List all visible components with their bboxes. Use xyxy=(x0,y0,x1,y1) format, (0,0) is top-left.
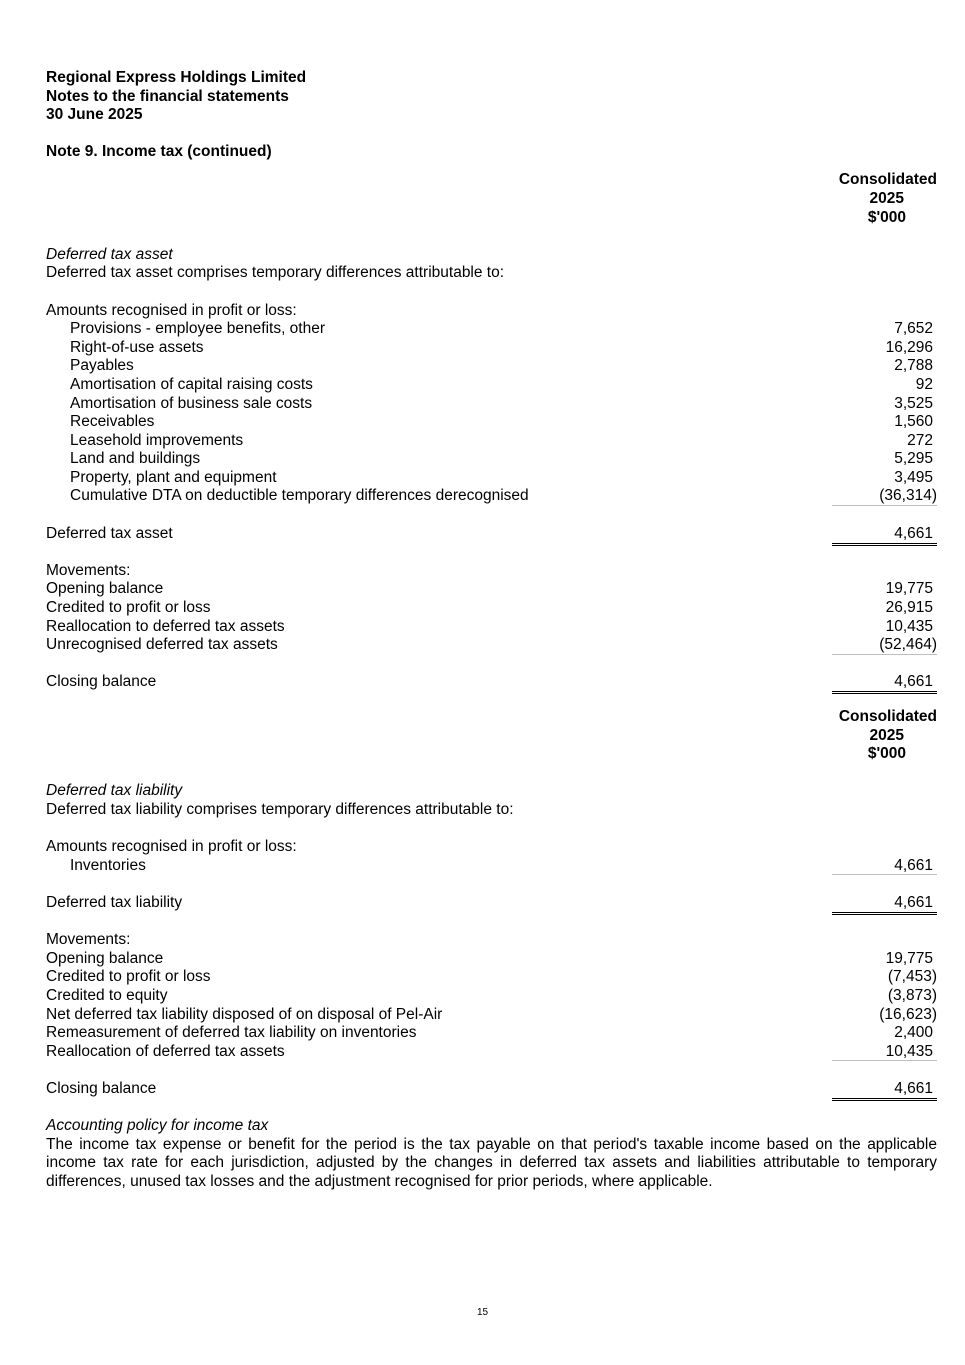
row-label: Inventories xyxy=(70,856,146,874)
table-row xyxy=(46,413,937,432)
row-label: Opening balance xyxy=(46,580,164,598)
policy-text: The income tax expense or benefit for the period is the tax payable on that period's taxable income based on the applicable income tax rate for each jurisdiction, adjusted by the changes in deferred tax assets and liabilities attributable to temporary differences, unused tax losses and the adjustment recognised for prior periods, where applicable. xyxy=(46,1135,937,1190)
note-title: Note 9. Income tax (continued) xyxy=(46,142,272,160)
row-label: Credited to profit or loss xyxy=(46,968,211,986)
column-header-line1: Consolidated xyxy=(838,171,937,189)
row-label: Credited to equity xyxy=(46,986,168,1004)
table-row xyxy=(46,357,937,376)
row-value: 4,661 xyxy=(832,673,937,694)
table-row xyxy=(46,1006,937,1025)
dtl-total-row xyxy=(46,894,937,913)
column-header-line1: Consolidated xyxy=(838,708,937,725)
row-value: 5,295 xyxy=(894,450,933,468)
row-value: 10,435 xyxy=(885,617,933,635)
row-label: Deferred tax liability xyxy=(46,893,183,911)
row-label: Unrecognised deferred tax assets xyxy=(46,636,278,654)
row-label: Leasehold improvements xyxy=(70,431,244,449)
row-value: 19,775 xyxy=(885,580,933,598)
row-label: Provisions - employee benefits, other xyxy=(70,320,326,338)
column-header-unit: $'000 xyxy=(867,745,906,763)
row-value: 26,915 xyxy=(885,599,933,617)
report-date: 30 June 2025 xyxy=(46,106,143,124)
column-header-unit: $'000 xyxy=(867,208,906,226)
row-label: Receivables xyxy=(70,413,155,431)
row-label: Net deferred tax liability disposed of on disposal of Pel-Air xyxy=(46,1005,443,1023)
row-value: (16,623) xyxy=(879,1005,937,1023)
row-value: 3,495 xyxy=(894,468,933,486)
dtl-movements-label: Movements: xyxy=(46,931,131,949)
row-value: 7,652 xyxy=(894,320,933,338)
row-value: 1,560 xyxy=(894,413,933,431)
table-row xyxy=(46,432,937,451)
row-value: 92 xyxy=(915,375,933,393)
table-row xyxy=(46,1043,937,1062)
dtl-heading: Deferred tax liability xyxy=(46,782,183,800)
dtl-items-list xyxy=(46,857,937,876)
table-row xyxy=(46,469,937,488)
row-value: (3,873) xyxy=(887,986,937,1004)
row-value: 16,296 xyxy=(885,338,933,356)
row-value: 4,661 xyxy=(832,857,937,876)
row-value: 10,435 xyxy=(832,1043,937,1062)
row-label: Reallocation to deferred tax assets xyxy=(46,617,285,635)
table-row xyxy=(46,580,937,599)
row-value: (36,314) xyxy=(832,487,937,506)
row-value: 4,661 xyxy=(832,894,937,915)
dta-movements-list xyxy=(46,580,937,654)
row-label: Amortisation of business sale costs xyxy=(70,394,313,412)
dta-movements-label: Movements: xyxy=(46,561,131,579)
dta-closing-row xyxy=(46,673,937,692)
row-value: 3,525 xyxy=(894,394,933,412)
table-row xyxy=(46,599,937,618)
policy-heading: Accounting policy for income tax xyxy=(46,1117,269,1135)
row-label: Credited to profit or loss xyxy=(46,599,211,617)
table-row xyxy=(46,1024,937,1043)
table-row xyxy=(46,376,937,395)
table-row xyxy=(46,487,937,506)
dtl-movements-list xyxy=(46,950,937,1062)
table-row xyxy=(46,320,937,339)
dtl-column-header xyxy=(46,708,937,764)
dta-amounts-label: Amounts recognised in profit or loss: xyxy=(46,301,297,319)
row-value: 2,788 xyxy=(894,357,933,375)
row-label: Reallocation of deferred tax assets xyxy=(46,1042,285,1060)
dta-heading: Deferred tax asset xyxy=(46,245,173,263)
row-value: (7,453) xyxy=(887,968,937,986)
row-label: Opening balance xyxy=(46,949,164,967)
dtl-amounts-label: Amounts recognised in profit or loss: xyxy=(46,838,297,856)
table-row xyxy=(46,395,937,414)
document-page xyxy=(46,69,937,1191)
table-row xyxy=(46,618,937,637)
row-label: Cumulative DTA on deductible temporary differences derecognised xyxy=(70,487,529,505)
company-name: Regional Express Holdings Limited xyxy=(46,69,307,86)
page-number: 15 xyxy=(476,1307,489,1318)
table-row xyxy=(46,636,937,655)
table-row xyxy=(46,950,937,969)
row-label: Deferred tax asset xyxy=(46,524,173,542)
dta-total-row xyxy=(46,525,937,544)
row-value: 2,400 xyxy=(894,1024,933,1042)
dta-items-list xyxy=(46,320,937,506)
row-value: 19,775 xyxy=(885,949,933,967)
column-header-year: 2025 xyxy=(869,189,904,207)
table-row xyxy=(46,450,937,469)
table-row xyxy=(46,857,937,876)
row-label: Property, plant and equipment xyxy=(70,468,277,486)
table-row xyxy=(46,968,937,987)
row-label: Amortisation of capital raising costs xyxy=(70,375,313,393)
row-label: Closing balance xyxy=(46,1079,157,1097)
column-header-year: 2025 xyxy=(869,726,904,744)
row-label: Payables xyxy=(70,357,134,375)
dtl-closing-row xyxy=(46,1080,937,1099)
row-value: 4,661 xyxy=(832,1080,937,1101)
row-value: 4,661 xyxy=(832,525,937,546)
row-label: Right-of-use assets xyxy=(70,338,204,356)
table-row xyxy=(46,339,937,358)
document-title: Notes to the financial statements xyxy=(46,87,289,105)
dta-column-header xyxy=(46,171,937,227)
row-label: Closing balance xyxy=(46,673,157,691)
dta-intro: Deferred tax asset comprises temporary differences attributable to: xyxy=(46,264,505,282)
row-value: 272 xyxy=(907,431,933,449)
table-row xyxy=(46,987,937,1006)
dtl-intro: Deferred tax liability comprises temporary differences attributable to: xyxy=(46,800,514,818)
row-value: (52,464) xyxy=(832,636,937,655)
row-label: Remeasurement of deferred tax liability on inventories xyxy=(46,1024,417,1042)
row-label: Land and buildings xyxy=(70,450,201,468)
